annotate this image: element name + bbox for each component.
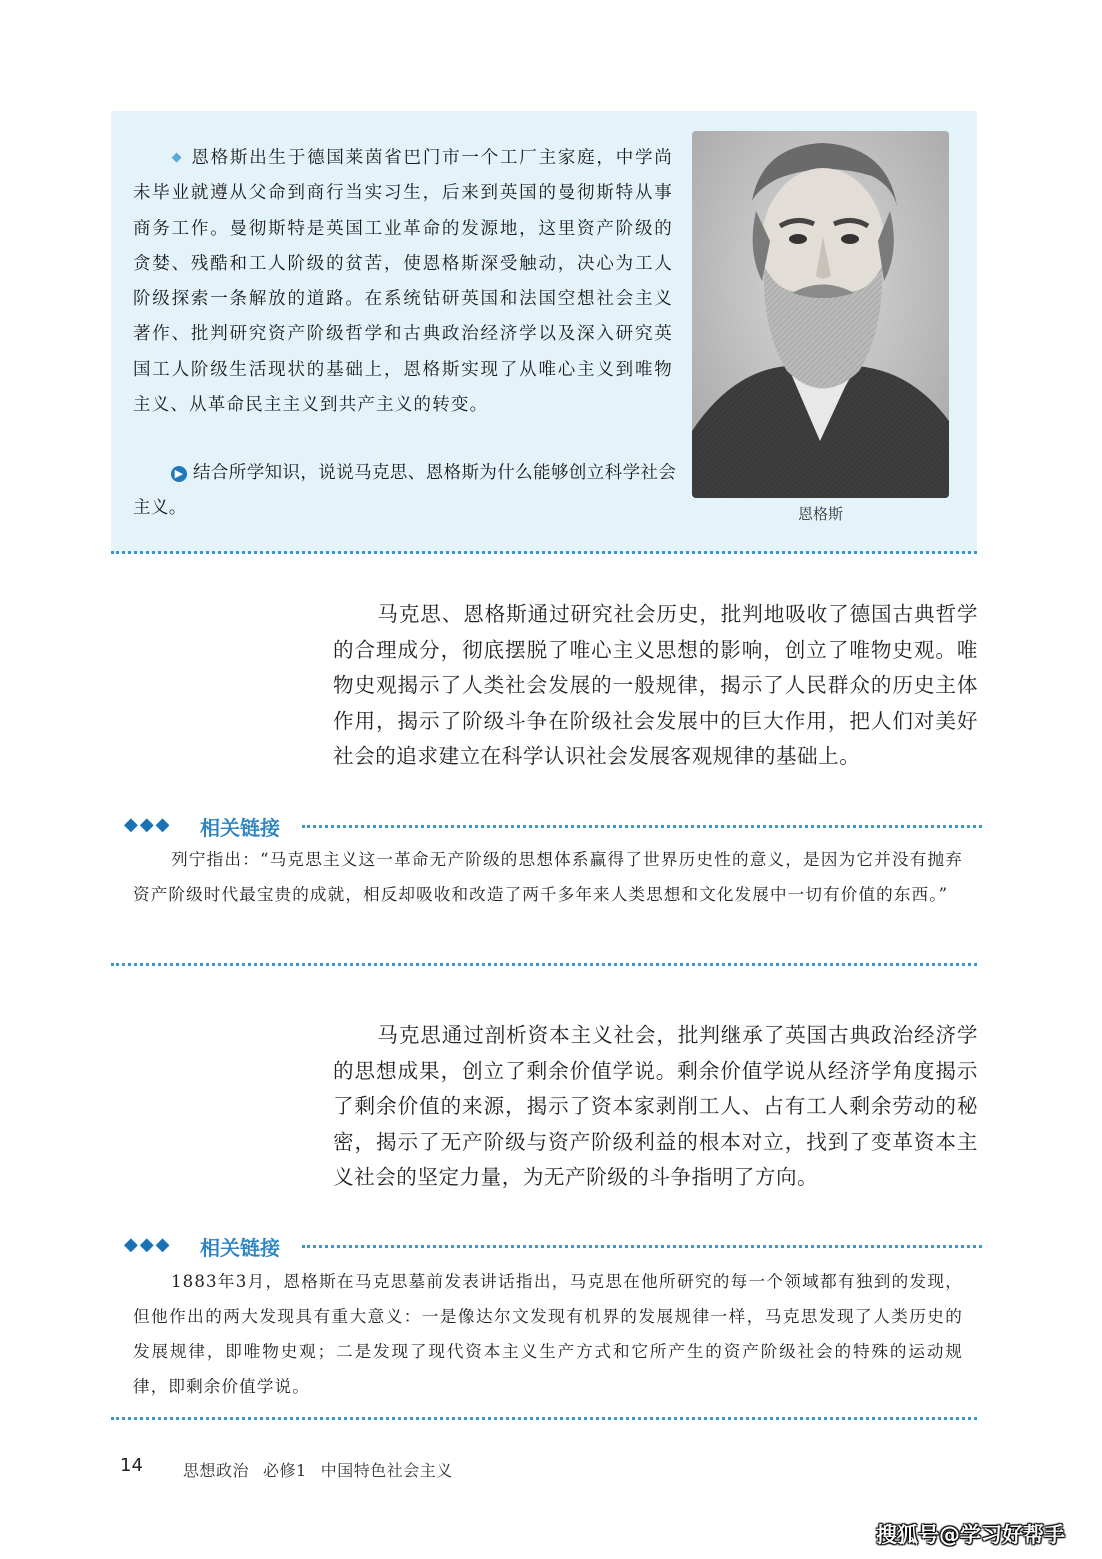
related-link-title-2: 相关链接 (200, 1236, 280, 1260)
portrait-caption: 恩格斯 (797, 505, 843, 523)
related-link-body-1: 列宁指出：“马克思主义这一革命无产阶级的思想体系赢得了世界历史性的意义，是因为它并没有抛弃资产阶级时代最宝贵的成就，相反却吸收和改造了两千多年来人类思想和文化发展中一切有价值的东西。” (133, 850, 963, 904)
section-divider (111, 1417, 977, 1420)
watermark: 搜狐号@学习好帮手 (876, 1523, 1065, 1547)
question-text: 结合所学知识，说说马克思、恩格斯为什么能够创立科学社会主义。 (133, 463, 677, 518)
footer-title (183, 1458, 467, 1481)
footer-book-title: 中国特色社会主义 (320, 1461, 453, 1480)
related-link-body-2-block (133, 1264, 963, 1404)
info-paragraph-block (133, 140, 673, 423)
dotted-rule (302, 1245, 982, 1248)
section-divider (111, 551, 977, 554)
main-paragraph-2-block (333, 1018, 978, 1196)
related-link-body-1-block (133, 842, 963, 912)
page-number: 14 (120, 1455, 143, 1476)
footer-subject: 思想政治 (183, 1461, 250, 1480)
diamond-icons: ◆◆◆ (124, 1234, 172, 1255)
arrow-right-icon: ▶ (171, 466, 187, 482)
related-link-header-1 (124, 812, 984, 842)
section-divider (111, 963, 977, 966)
related-link-title-1: 相关链接 (200, 816, 280, 840)
info-paragraph: 恩格斯出生于德国莱茵省巴门市一个工厂主家庭，中学尚未毕业就遵从父命到商行当实习生，后来到英国的曼彻斯特从事商务工作。曼彻斯特是英国工业革命的发源地，这里资产阶级的贪婪、残酷和工人阶级的贫苦，使恩格斯深受触动，决心为工人阶级探索一条解放的道路。在系统钻研英国和法国空想社会主义著作、批判研究资产阶级哲学和古典政治经济学以及深入研究英国工人阶级生活现状的基础上，恩格斯实现了从唯心主义到唯物主义、从革命民主主义到共产主义的转变。 (133, 148, 673, 416)
related-link-body-2: 1883年3月，恩格斯在马克思墓前发表讲话指出，马克思在他所研究的每一个领域都有独到的发现，但他作出的两大发现具有重大意义：一是像达尔文发现有机界的发展规律一样，马克思发现了人类历史的发展规律，即唯物史观；二是发现了现代资本主义生产方式和它所产生的资产阶级社会的特殊的运动规律，即剩余价值学说。 (133, 1272, 963, 1396)
question-block (133, 456, 678, 526)
engels-portrait (692, 131, 949, 498)
footer-volume: 必修1 (263, 1461, 307, 1480)
main-paragraph-1-block (333, 597, 978, 775)
related-link-header-2 (124, 1232, 984, 1262)
dotted-rule (302, 825, 982, 828)
main-paragraph-1: 马克思、恩格斯通过研究社会历史，批判地吸收了德国古典哲学的合理成分，彻底摆脱了唯心主义思想的影响，创立了唯物史观。唯物史观揭示了人类社会发展的一般规律，揭示了人民群众的历史主体作用，揭示了阶级斗争在阶级社会发展中的巨大作用，把人们对美好社会的追求建立在科学认识社会发展客观规律的基础上。 (333, 602, 978, 768)
main-paragraph-2: 马克思通过剖析资本主义社会，批判继承了英国古典政治经济学的思想成果，创立了剩余价值学说。剩余价值学说从经济学角度揭示了剩余价值的来源，揭示了资本家剥削工人、占有工人剩余劳动的秘密，揭示了无产阶级与资产阶级利益的根本对立，找到了变革资本主义社会的坚定力量，为无产阶级的斗争指明了方向。 (333, 1023, 978, 1189)
diamond-icons: ◆◆◆ (124, 814, 172, 835)
diamond-bullet-icon: ◆ (171, 150, 184, 165)
